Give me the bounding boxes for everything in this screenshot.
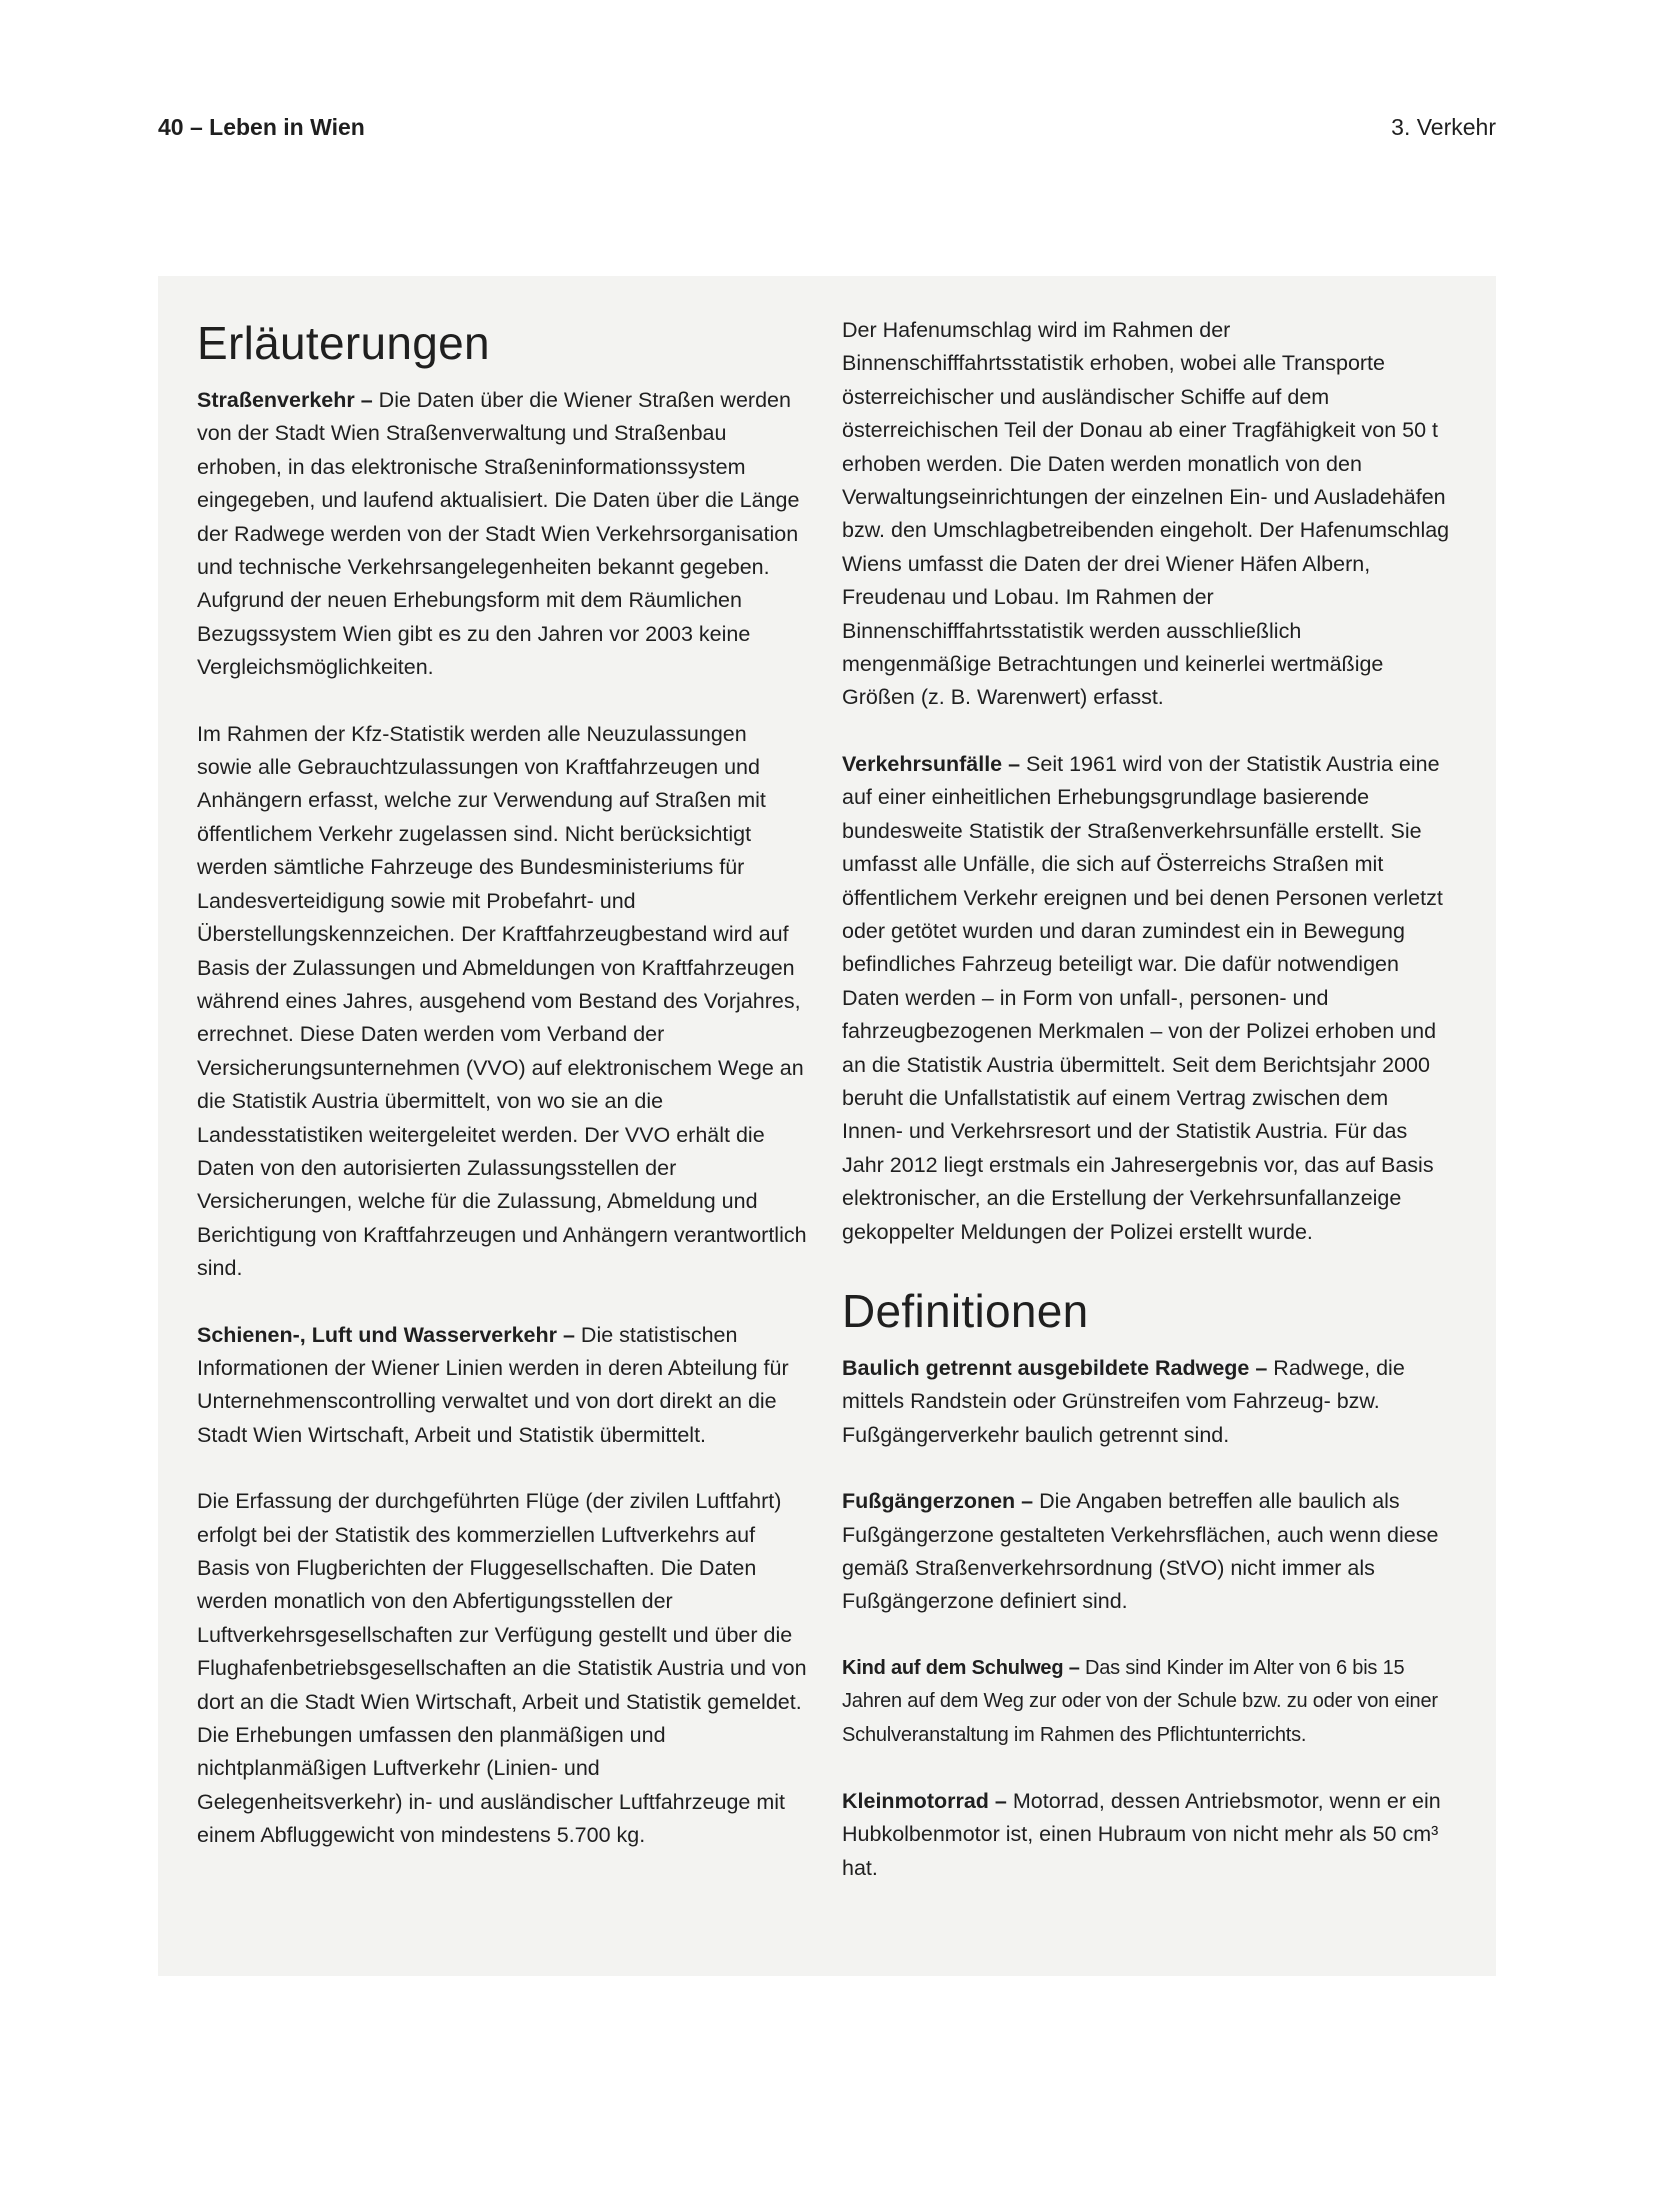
term-radwege: Baulich getrennt ausgebildete Radwege – — [842, 1355, 1268, 1380]
term-kind-schulweg: Kind auf dem Schulweg – — [842, 1656, 1080, 1679]
definition-fussgaengerzonen — [842, 1485, 1452, 1619]
paragraph-schienen-luft-wasser — [197, 1319, 807, 1453]
paragraph-verkehrsunfaelle — [842, 748, 1452, 1249]
heading-definitionen: Definitionen — [842, 1284, 1089, 1337]
term-fussgaengerzonen: Fußgängerzonen – — [842, 1489, 1034, 1514]
running-head — [158, 112, 1496, 142]
paragraph-fluege — [197, 1485, 807, 1852]
term-kleinmotorrad: Kleinmotorrad – — [842, 1789, 1007, 1814]
text-fussgaengerzonen: Die Angaben betreffen alle baulich als Fußgängerzone gestalteten Verkehrsflächen, auch wenn diese gemäß Straßenverkehrsordnung (StVO) nicht immer als Fußgängerzone definiert sind. — [842, 1489, 1439, 1614]
right-column — [842, 314, 1452, 1918]
term-verkehrsunfaelle: Verkehrsunfälle – — [842, 751, 1021, 776]
text-hafenumschlag: Der Hafenumschlag wird im Rahmen der Binnenschifffahrtsstatistik erhoben, wobei alle Transporte österreichischer und ausländischer Schiffe auf dem österreichischen Teil der Donau ab einer Tragfähigkeit von 50 t erhoben werden. Die Daten werden monatlich von den Verwaltungseinrichtungen der einzelnen Ein- und Ausladehäfen bzw. den Umschlagbetreibenden eingeholt. Der Hafenumschlag Wiens umfasst die Daten der drei Wiener Häfen Albern, Freudenau und Lobau. Im Rahmen der Binnenschifffahrtsstatistik werden ausschließlich mengenmäßige Betrachtungen und keinerlei wertmäßige Größen (z. B. Warenwert) erfasst. — [842, 318, 1450, 710]
text-kind-schulweg: Das sind Kinder im Alter von 6 bis 15 Jahren auf dem Weg zur oder von der Schule bzw. zu oder von einer Schulveranstaltung im Rahmen des Pflichtunterrichts. — [842, 1656, 1438, 1746]
term-schienen-luft-wasser: Schienen-, Luft und Wasserverkehr – — [197, 1322, 575, 1347]
left-column — [197, 314, 807, 1886]
text-fluege: Die Erfassung der durchgeführten Flüge (der zivilen Luftfahrt) erfolgt bei der Statistik des kommerziellen Luftverkehrs auf Basis von Flugberichten der Fluggesellschaften. Die Daten werden monatlich von den Abfertigungsstellen der Luftverkehrsgesellschaften zur Verfügung gestellt und über die Flughafenbetriebsgesellschaften an die Statistik Austria und von dort an die Stadt Wien Wirtschaft, Arbeit und Statistik gemeldet. Die Erhebungen umfassen den planmäßigen und nichtplanmäßigen Luftverkehr (Linien- und Gelegenheitsverkehr) in- und ausländischer Luftfahrzeuge mit einem Abfluggewicht von mindestens 5.700 kg. — [197, 1489, 807, 1848]
heading-erlaeuterungen: Erläuterungen — [197, 317, 490, 369]
definition-radwege — [842, 1352, 1452, 1452]
definition-kleinmotorrad — [842, 1785, 1452, 1885]
text-radwege: Radwege, die mittels Randstein oder Grünstreifen vom Fahrzeug- bzw. Fußgängerverkehr baulich getrennt sind. — [842, 1355, 1405, 1447]
paragraph-kfz-statistik — [197, 718, 807, 1286]
text-schienen-luft-wasser: Die statistischen Informationen der Wiener Linien werden in deren Abteilung für Unternehmenscontrolling verwaltet und von dort direkt an die Stadt Wien Wirtschaft, Arbeit und Statistik übermittelt. — [197, 1322, 789, 1447]
text-verkehrsunfaelle: Seit 1961 wird von der Statistik Austria eine auf einer einheitlichen Erhebungsgrundlage basierende bundesweite Statistik der Straßenverkehrsunfälle erstellt. Sie umfasst alle Unfälle, die sich auf Österreichs Straßen mit öffentlichem Verkehr ereignen und bei denen Personen verletzt oder getötet wurden und daran zumindest ein in Bewegung befindliches Fahrzeug beteiligt war. Die dafür notwendigen Daten werden – in Form von unfall-, personen- und fahrzeugbezogenen Merkmalen – von der Polizei erhoben und an die Statistik Austria übermittelt. Seit dem Berichtsjahr 2000 beruht die Unfallstatistik auf einem Vertrag zwischen dem Innen- und Verkehrsresort und der Statistik Austria. Für das Jahr 2012 liegt erstmals ein Jahresergebnis vor, das auf Basis elektronischer, an die Erstellung der Verkehrsunfallanzeige gekoppelter Meldungen der Polizei erstellt wurde. — [842, 751, 1443, 1244]
paragraph-hafenumschlag — [842, 314, 1452, 715]
page-number-section: 40 – Leben in Wien — [158, 114, 365, 140]
info-panel — [158, 276, 1496, 1976]
chapter-title: 3. Verkehr — [1391, 114, 1496, 140]
paragraph-strassenverkehr — [197, 384, 807, 685]
text-kleinmotorrad: Motorrad, dessen Antriebsmotor, wenn er ein Hubkolbenmotor ist, einen Hubraum von nicht mehr als 50 cm³ hat. — [842, 1789, 1441, 1880]
text-kfz-statistik: Im Rahmen der Kfz-Statistik werden alle Neuzulassungen sowie alle Gebrauchtzulassungen von Kraftfahrzeugen und Anhängern erfasst, welche zur Verwendung auf Straßen mit öffentlichem Verkehr zugelassen sind. Nicht berücksichtigt werden sämtliche Fahrzeuge des Bundesministeriums für Landesverteidigung sowie mit Probefahrt- und Überstellungskennzeichen. Der Kraftfahrzeugbestand wird auf Basis der Zulassungen und Abmeldungen von Kraftfahrzeugen während eines Jahres, ausgehend vom Bestand des Vorjahres, errechnet. Diese Daten werden vom Verband der Versicherungsunternehmen (VVO) auf elektronischem Wege an die Statistik Austria übermittelt, von wo sie an die Landesstatistiken weitergeleitet werden. Der VVO erhält die Daten von den autorisierten Zulassungsstellen der Versicherungen, welche für die Zulassung, Abmeldung und Berichtigung von Kraftfahrzeugen und Anhängern verantwortlich sind. — [197, 721, 807, 1281]
definition-kind-schulweg — [842, 1652, 1452, 1752]
term-strassenverkehr: Straßenverkehr – — [197, 388, 373, 412]
text-strassenverkehr: Die Daten über die Wiener Straßen werden von der Stadt Wien Straßenverwaltung und Straßenbau erhoben, in das elektronische Straßeninformationssystem eingegeben, und laufend aktualisiert. Die Daten über die Länge der Radwege werden von der Stadt Wien Verkehrsorganisation und technische Verkehrsangelegenheiten bekannt gegeben. Aufgrund der neuen Erhebungsform mit dem Räumlichen Bezugssystem Wien gibt es zu den Jahren vor 2003 keine Vergleichsmöglichkeiten. — [197, 388, 800, 680]
